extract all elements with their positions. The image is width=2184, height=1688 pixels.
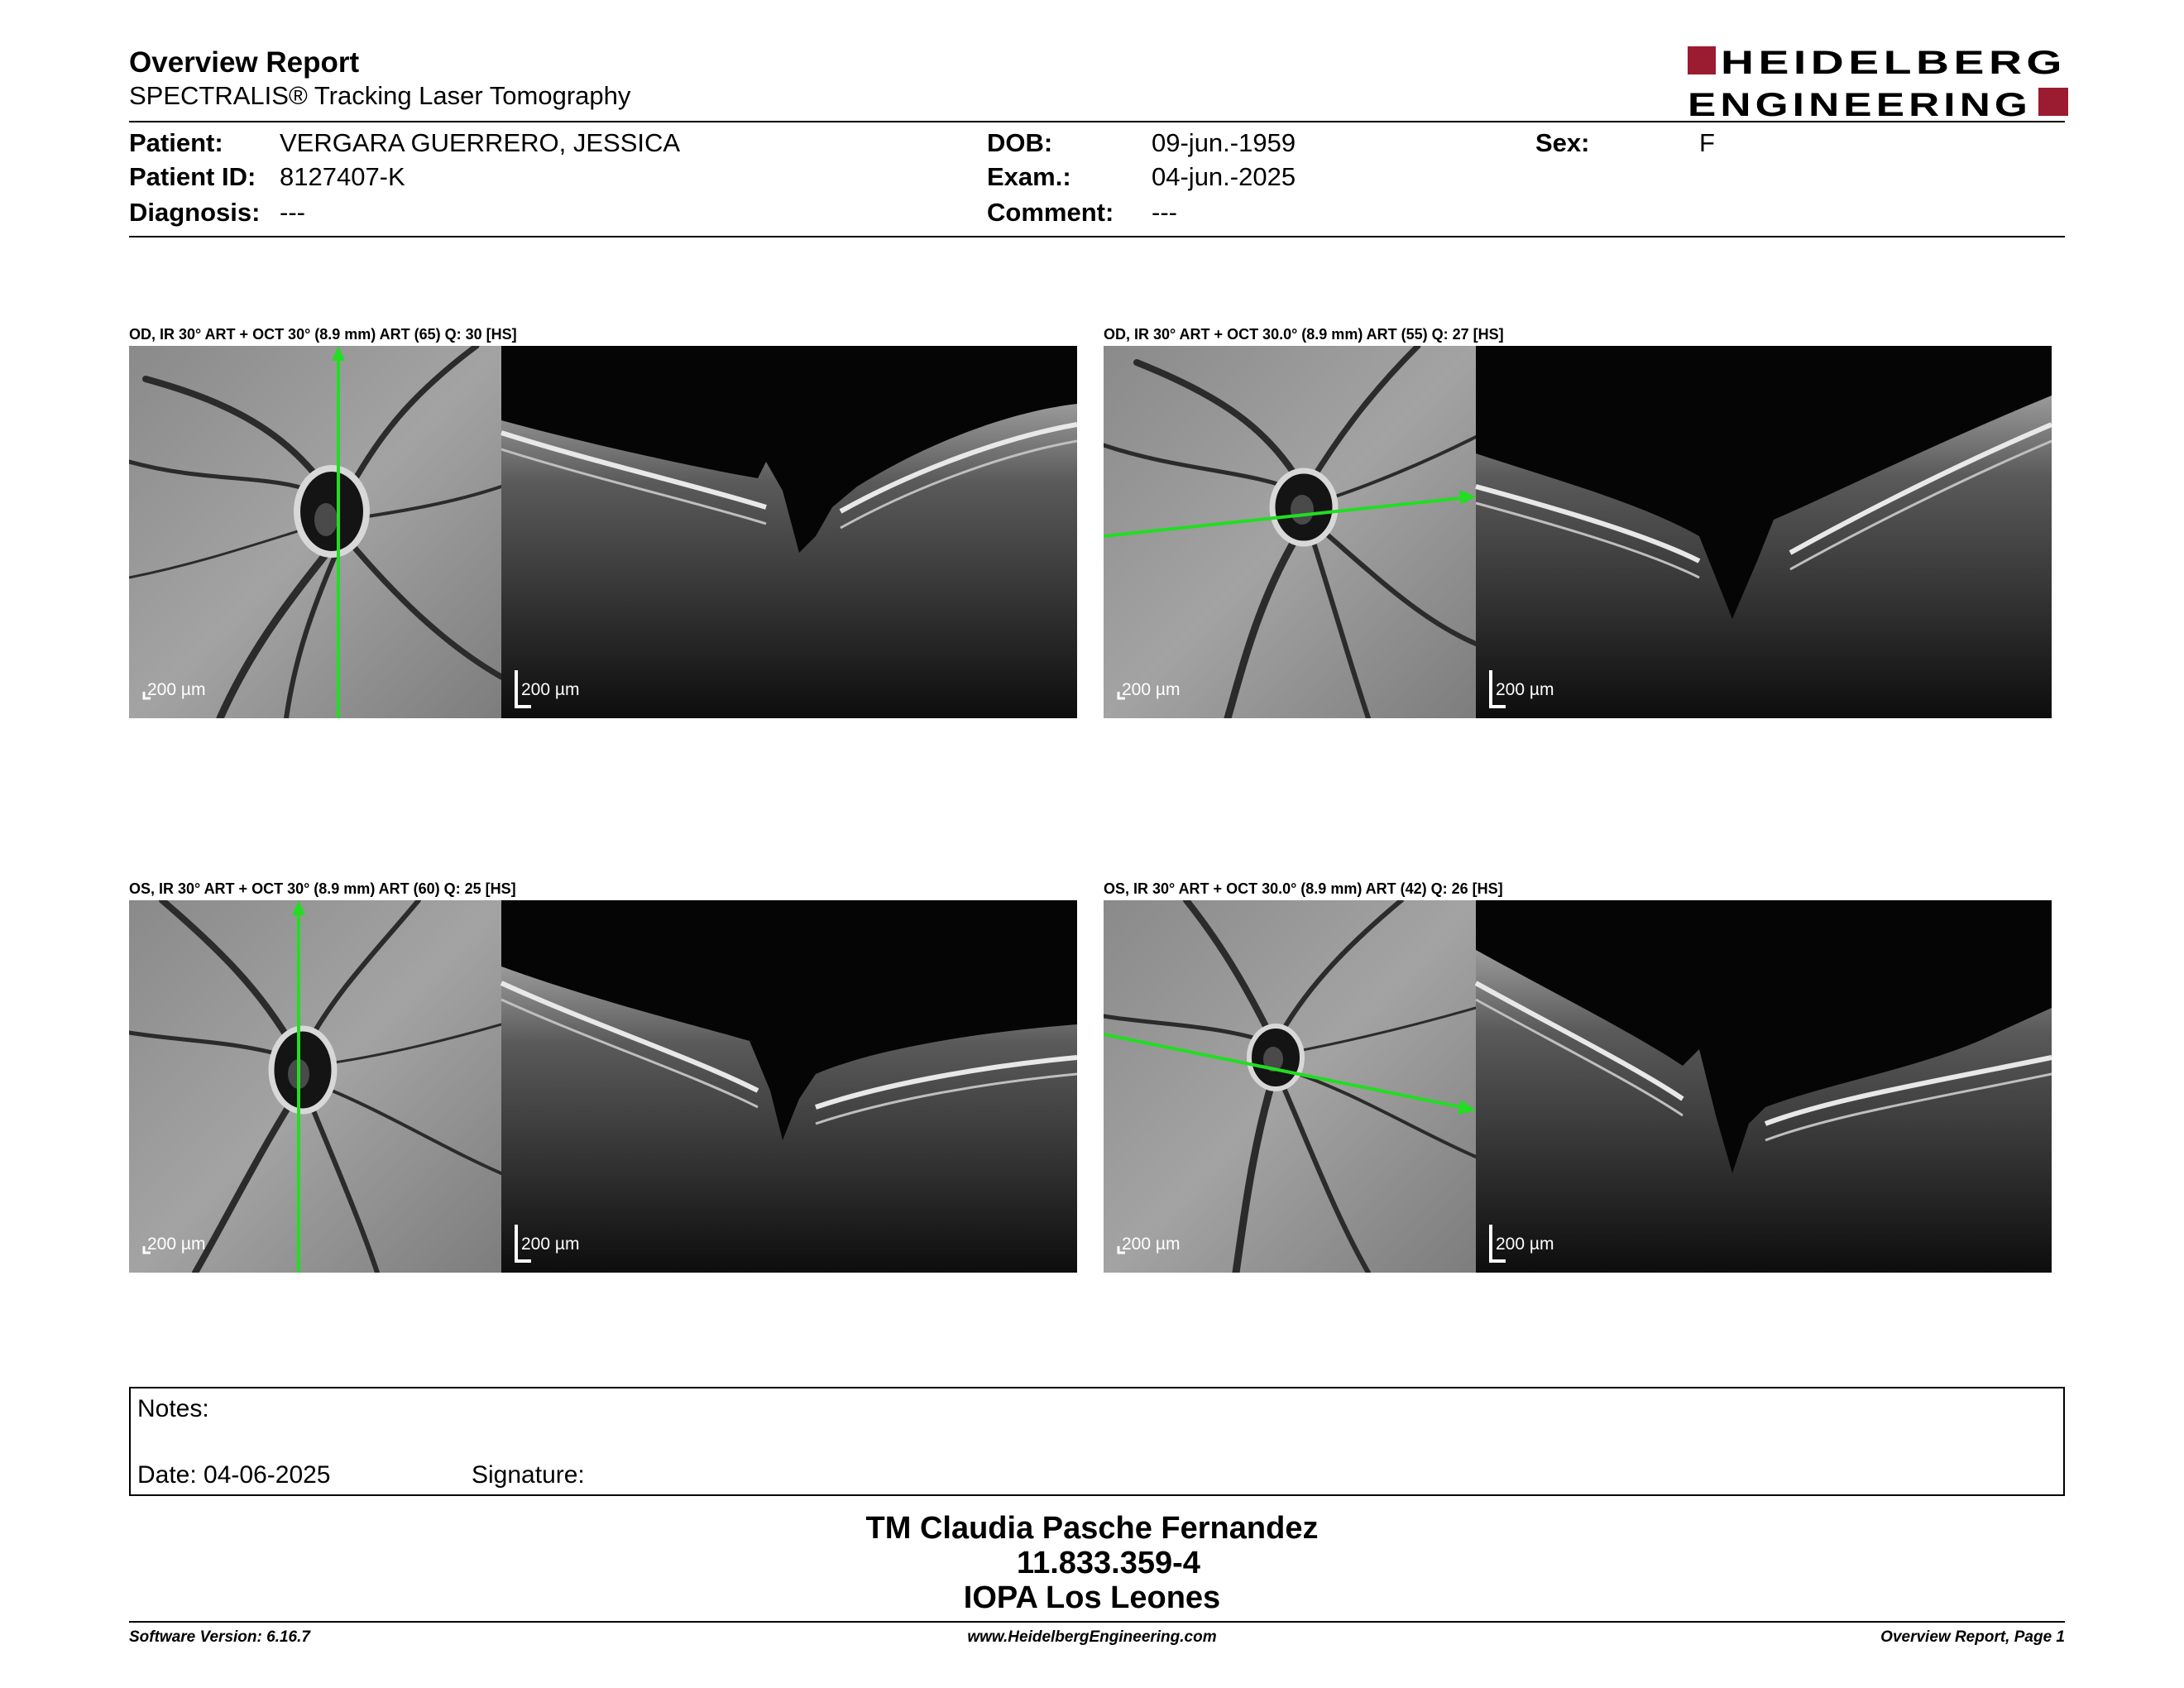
oct-scale-label: 200 µm	[521, 1235, 580, 1254]
heidelberg-engineering-logo	[1688, 43, 2068, 121]
exam-label: Exam.:	[987, 162, 1071, 191]
sex-label: Sex:	[1535, 128, 1590, 157]
fundus-scale-label: 200 µm	[147, 1235, 206, 1254]
exam-value: 04-jun.-2025	[1152, 162, 1296, 191]
date-label: Date: 04-06-2025	[137, 1461, 331, 1489]
patient-id-value: 8127407-K	[280, 162, 405, 191]
report-subtitle: SPECTRALIS® Tracking Laser Tomography	[129, 81, 631, 110]
fundus-image	[129, 900, 501, 1273]
scan-panel-os-horizontal	[1104, 900, 2052, 1273]
diagnosis-label: Diagnosis:	[129, 198, 261, 227]
comment-value: ---	[1152, 198, 1177, 227]
fundus-image	[1104, 346, 1476, 718]
oct-bscan-image	[501, 346, 1077, 718]
scan-caption-os-horizontal: OS, IR 30° ART + OCT 30.0° (8.9 mm) ART (42) Q: 26 [HS]	[1104, 880, 1503, 897]
website-link[interactable]: www.HeidelbergEngineering.com	[967, 1628, 1217, 1646]
scan-panel-od-vertical	[129, 346, 1077, 718]
fundus-scale-label: 200 µm	[147, 680, 206, 699]
dob-value: 09-jun.-1959	[1152, 128, 1296, 157]
notes-box	[129, 1387, 2065, 1496]
oct-scale-label: 200 µm	[521, 680, 580, 699]
oct-scale-label: 200 µm	[1496, 680, 1554, 699]
fundus-scale-label: 200 µm	[1122, 1235, 1181, 1254]
dob-label: DOB:	[987, 128, 1053, 157]
fundus-image	[1104, 900, 1476, 1273]
signature-label: Signature:	[472, 1461, 585, 1489]
patient-name: VERGARA GUERRERO, JESSICA	[280, 128, 681, 157]
oct-bscan-image	[501, 900, 1077, 1273]
patient-label: Patient:	[129, 128, 223, 157]
patient-id-label: Patient ID:	[129, 162, 256, 191]
footer-divider	[129, 1621, 2065, 1623]
scan-caption-od-vertical: OD, IR 30° ART + OCT 30° (8.9 mm) ART (65) Q: 30 [HS]	[129, 326, 517, 343]
technician-name: TM Claudia Pasche Fernandez	[865, 1511, 1319, 1546]
scan-caption-os-vertical: OS, IR 30° ART + OCT 30° (8.9 mm) ART (60) Q: 25 [HS]	[129, 880, 516, 897]
scan-panel-os-vertical	[129, 900, 1077, 1273]
header-divider	[129, 121, 2065, 122]
fundus-image	[129, 346, 501, 718]
comment-label: Comment:	[987, 198, 1114, 227]
notes-label: Notes:	[137, 1395, 209, 1422]
page-indicator: Overview Report, Page 1	[1880, 1628, 2065, 1646]
diagnosis-value: ---	[280, 198, 305, 227]
oct-scale-label: 200 µm	[1496, 1235, 1554, 1254]
sex-value: F	[1699, 128, 1715, 157]
software-version: Software Version: 6.16.7	[129, 1628, 310, 1646]
scan-panel-od-horizontal	[1104, 346, 2052, 718]
institution-name: IOPA Los Leones	[963, 1580, 1221, 1615]
fundus-scale-label: 200 µm	[1122, 680, 1181, 699]
svg-text:ENGINEERING: ENGINEERING	[1688, 87, 2032, 121]
report-title: Overview Report	[129, 46, 360, 79]
scan-caption-od-horizontal: OD, IR 30° ART + OCT 30.0° (8.9 mm) ART (55) Q: 27 [HS]	[1104, 326, 1504, 343]
oct-bscan-image	[1476, 900, 2052, 1273]
technician-id: 11.833.359-4	[1017, 1546, 1200, 1580]
svg-text:HEIDELBERG: HEIDELBERG	[1721, 45, 2067, 81]
patient-info-divider	[129, 236, 2065, 237]
oct-bscan-image	[1476, 346, 2052, 718]
